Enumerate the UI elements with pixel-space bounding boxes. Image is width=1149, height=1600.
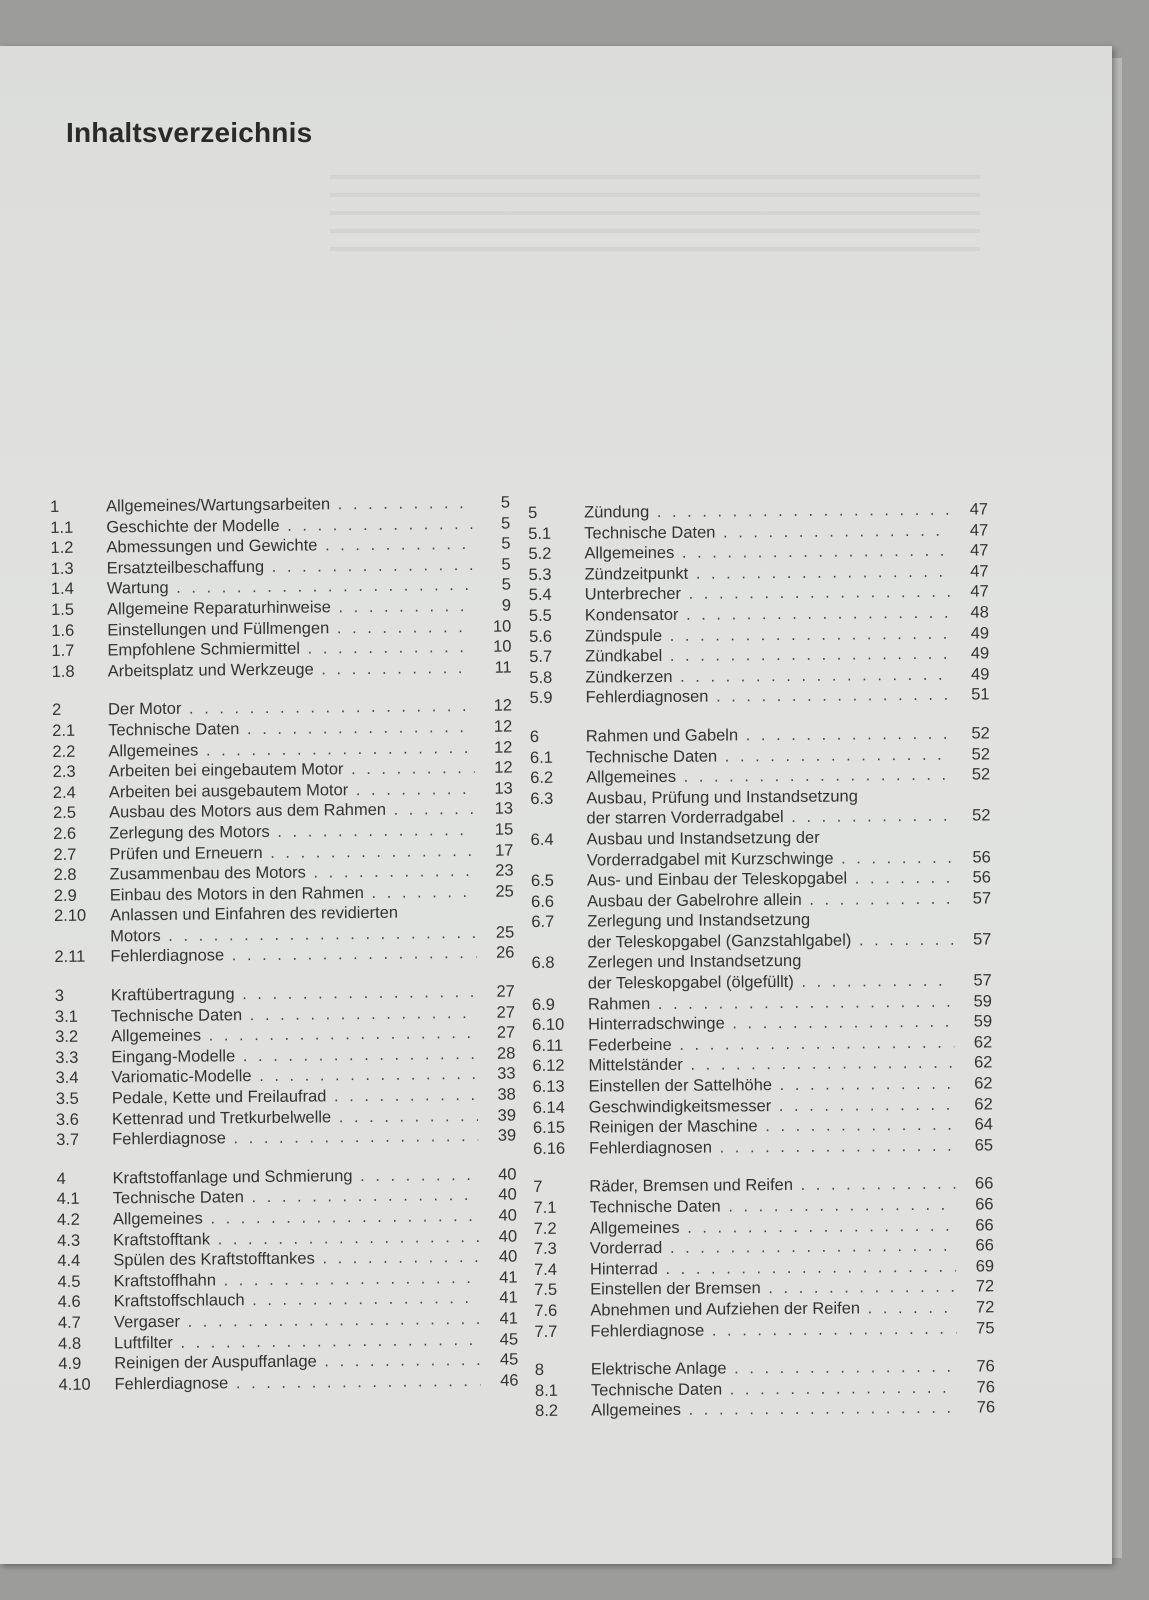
toc-column-left [50,493,519,1396]
toc-entry-title: Zündkabel . . . [585,644,951,667]
toc-entry-title: Fehlerdiagnosen . . . [589,1135,955,1158]
toc-entry-number: 7.3 [533,1239,557,1259]
toc-entry-number: 4.1 [56,1190,80,1209]
toc-entry-number: 6.16 [533,1139,566,1158]
toc-entry-number: 7.2 [533,1219,557,1238]
toc-entry-page: 48 [970,603,989,622]
toc-entry-page: 5 [500,514,511,533]
toc-entry-title: Motors . . . [110,923,476,947]
toc-entry-number: 5.3 [528,565,552,584]
toc-entry-page: 25 [495,882,514,901]
toc-entry-number: 7 [533,1178,543,1197]
toc-entry-page: 12 [493,738,513,757]
toc-entry-number: 8 [534,1361,545,1380]
toc-entry-number: 7.4 [533,1260,558,1279]
toc-entry [530,785,990,830]
toc-entry-title: Kraftstoffhahn . . . [113,1268,479,1292]
toc-entry-page: 10 [493,637,512,656]
toc-entry-page: 47 [969,500,989,519]
toc-entry-number: 2.2 [52,742,76,761]
toc-entry-number: 4.8 [58,1334,82,1353]
toc-entry-number: 4.10 [58,1375,91,1394]
toc-entry-number: 2.1 [52,721,76,740]
toc-entry-page: 40 [498,1247,518,1266]
toc-entry-number: 3.3 [55,1048,79,1067]
toc-entry-title: Zündspule . . . [585,623,951,646]
toc-entry-page: 45 [499,1350,519,1369]
toc-entry-page: 52 [971,724,990,743]
toc-entry-number: 5.5 [528,606,552,625]
toc-entry-page: 66 [975,1215,994,1235]
toc-entry-number: 6.15 [532,1118,566,1138]
toc-entry-title: Ersatzteilbeschaffung . . . [107,555,473,579]
toc-entry-page: 15 [494,820,514,839]
toc-entry-page: 27 [496,982,515,1001]
toc-entry-page: 12 [493,696,513,716]
toc-entry [54,943,514,968]
toc-entry-page: 52 [972,806,991,825]
toc-entry-page: 27 [496,1003,516,1022]
toc-entry-title: Fehlerdiagnosen . . . [585,685,951,708]
toc-entry-page: 69 [975,1257,995,1276]
toc-entry-title: Rahmen und Gabeln . . . [586,724,952,747]
toc-entry-number: 2.9 [53,886,77,905]
toc-entry-page: 25 [495,923,515,942]
toc-entry-number: 1.5 [50,600,75,619]
toc-entry-page: 17 [494,841,514,860]
toc-entry-page: 5 [501,575,511,595]
toc-entry-title: Unterbrecher . . . [585,582,951,605]
toc-entry-number: 3 [54,986,65,1006]
toc-entry-page: 76 [976,1378,996,1397]
toc-entry-title: Abmessungen und Gewichte . . . [106,534,472,558]
toc-entry-title: Zündung . . . [584,500,950,523]
toc-entry [52,657,512,682]
toc-entry-number: 1.7 [51,641,75,661]
toc-entry-number: 5.2 [528,545,552,564]
toc-entry-page: 40 [498,1185,517,1205]
toc-entry-page: 41 [499,1288,518,1308]
toc-entry-page: 23 [495,861,514,880]
toc-entry-page: 52 [971,744,991,764]
toc-entry-page: 41 [499,1268,518,1287]
toc-entry-page: 12 [494,758,513,777]
toc-entry-title: Zerlegung und Instandsetzung [587,911,811,931]
toc-entry-title: Geschichte der Modelle . . . [106,514,472,538]
toc-entry [529,685,989,709]
toc-entry-title: Vergaser . . . [114,1309,480,1333]
toc-entry-title: Räder, Bremsen und Reifen . . . [589,1174,955,1197]
toc-entry-page: 47 [969,520,989,540]
toc-entry-number: 2.4 [52,783,76,802]
toc-entry-title: Kondensator . . . [585,603,951,626]
toc-entry-title: Zündkerzen . . . [585,664,951,687]
toc-entry-title: Einstellen der Bremsen . . . [590,1277,956,1300]
toc-entry-title: Ausbau, Prüfung und Instandsetzung [586,787,858,808]
toc-entry-title: Elektrische Anlage . . . [591,1357,957,1380]
toc-entry-title: Zerlegen und Instandsetzung [587,952,802,973]
toc-entry [58,1370,518,1395]
toc-entry-page: 13 [494,779,513,798]
toc-entry-page: 72 [975,1298,995,1317]
toc-entry-number: 5.4 [528,586,552,605]
toc-entry-number: 1.1 [50,518,74,537]
toc-entry-page: 5 [501,534,511,553]
toc-entry-number: 5.1 [528,524,552,543]
toc-entry-number: 6.5 [530,871,554,891]
toc-entry-title: Ausbau und Instandsetzung der [586,828,820,849]
toc-entry-title: Zerlegung des Motors . . . [109,820,475,844]
toc-entry-page: 47 [970,582,989,601]
toc-entry-title: Prüfen und Erneuern . . . [109,840,475,864]
toc-entry-number: 2.8 [53,865,77,885]
toc-entry-page: 57 [973,930,992,949]
toc-entry-number: 6.11 [532,1036,564,1055]
toc-entry-page: 39 [497,1106,517,1125]
toc-entry-page: 66 [974,1174,994,1193]
toc-entry-number: 6.4 [530,830,554,849]
toc-entry-number: 4.4 [57,1251,81,1271]
toc-entry-title: Federbeine . . . [588,1033,954,1056]
toc-entry-title: Technische Daten . . . [113,1185,479,1209]
toc-entry-title: Arbeiten bei ausgebautem Motor . . . [109,779,475,803]
toc-entry-number: 2.3 [52,762,76,782]
toc-entry-number: 5.6 [528,627,553,646]
toc-entry-page: 10 [492,617,512,636]
toc-entry-number: 7.5 [534,1281,558,1300]
toc-entry-page: 75 [976,1318,995,1338]
toc-entry-title: Kraftübertragung . . . [111,982,477,1006]
toc-entry-title: Pedale, Kette und Freilaufrad . . . [112,1085,478,1109]
toc-entry-page: 62 [974,1074,993,1093]
toc-entry-page: 49 [970,644,990,663]
toc-entry-title: Zusammenbau des Motors . . . [110,861,476,885]
toc-entry-title: der Teleskopgabel (ölgefüllt) . . . [588,971,954,994]
toc-entry-title: Kraftstoffschlauch . . . [114,1288,480,1312]
toc-entry-page: 57 [973,971,992,990]
toc-entry-title: Technische Daten . . . [584,520,950,543]
toc-entry-page: 40 [498,1227,518,1246]
toc-entry-title: Eingang-Modelle . . . [111,1044,477,1068]
toc-entry-number: 1.2 [50,538,74,558]
toc-entry-number: 2.7 [53,845,77,864]
toc-entry-title: Allgemeines . . . [586,765,952,788]
toc-entry-page: 72 [975,1277,995,1296]
toc-entry-title: Fehlerdiagnose . . . [110,943,476,967]
toc-entry-page: 62 [974,1094,993,1114]
toc-entry-page: 57 [972,889,992,908]
toc-entry-page: 59 [973,1012,993,1031]
toc-entry-title: Einstellungen und Füllmengen . . . [107,617,473,641]
toc-entry-number: 4.7 [57,1313,81,1332]
toc-entry-title: Allgemeines . . . [590,1215,956,1238]
toc-entry-number: 6.8 [531,954,555,973]
toc-entry-title: Fehlerdiagnose . . . [590,1318,956,1341]
toc-entry [56,1126,516,1151]
toc-entry-number: 8.2 [535,1402,559,1421]
toc-entry-title: Anlassen und Einfahren des revidierten [109,903,399,925]
toc-entry-title: Arbeitsplatz und Werkzeuge . . . [108,658,474,682]
toc-entry-page: 56 [972,847,991,867]
toc-entry-page: 33 [497,1064,516,1084]
toc-entry-page: 64 [974,1115,993,1134]
toc-entry-title: Wartung . . . [107,575,473,599]
toc-entry-title: Hinterrad . . . [590,1256,956,1279]
toc-entry-title: Allgemeines . . . [111,1023,477,1047]
toc-entry-number: 7.1 [533,1198,557,1217]
toc-entry-page: 66 [975,1195,994,1214]
toc-entry-number: 1.4 [50,580,74,599]
toc-entry-number: 6.2 [530,768,554,788]
toc-entry-title: der Teleskopgabel (Ganzstahlgabel) . . . [587,930,953,953]
toc-entry-page: 41 [499,1309,518,1328]
toc-entry-number: 3.2 [55,1028,79,1047]
toc-entry-number: 1.3 [50,559,74,578]
toc-entry-title: Mittelständer . . . [588,1053,954,1076]
toc-entry-number: 6.7 [531,913,555,932]
toc-entry-number: 7.7 [534,1322,558,1341]
toc-entry-number: 6.12 [532,1057,565,1076]
toc-entry-number: 3.1 [54,1007,79,1026]
toc-entry-number: 6.6 [531,892,555,911]
toc-entry-title: Abnehmen und Aufziehen der Reifen . . . [590,1298,956,1321]
toc-entry-number: 1.8 [51,662,75,681]
toc-entry-page: 49 [970,665,990,684]
toc-entry-number: 6.14 [532,1098,565,1117]
toc-entry-title: Arbeiten bei eingebautem Motor . . . [109,758,475,782]
toc-entry-number: 7.6 [534,1301,558,1320]
toc-entry-number: 6.9 [531,995,555,1014]
show-through-text [330,161,980,251]
toc-entry-number: 4 [56,1169,66,1188]
toc-entry-page: 65 [974,1136,994,1155]
toc-entry-title: Technische Daten . . . [589,1195,955,1218]
toc-entry-page: 40 [498,1165,517,1184]
toc-entry-number: 2 [51,701,62,720]
toc-entry-title: Hinterradschwinge . . . [588,1012,954,1035]
toc-entry-page: 27 [496,1023,516,1042]
toc-entry [531,826,991,871]
toc-entry-number: 4.5 [57,1272,81,1291]
toc-entry-title: Variomatic-Modelle . . . [111,1064,477,1088]
toc-entry-page: 5 [501,555,511,574]
toc-entry-number: 4.3 [57,1231,81,1250]
toc-entry-title: Allgemeines . . . [591,1398,957,1421]
toc-entry-page: 40 [498,1206,518,1225]
toc-entry-page: 62 [973,1033,993,1052]
toc-entry-title: Rahmen . . . [588,991,954,1014]
toc-entry-page: 52 [971,765,991,784]
toc-entry [533,1135,993,1159]
toc-entry [535,1398,995,1422]
toc-entry-title: Allgemeines/Wartungsarbeiten . . . [106,493,472,517]
toc-entry-page: 39 [497,1126,517,1145]
toc-entry-title: Vorderrad . . . [590,1236,956,1259]
toc-entry-number: 3.6 [55,1110,79,1129]
toc-entry-number: 5 [528,503,538,522]
toc-entry-title: Empfohlene Schmiermittel . . . [107,637,473,661]
toc-entry-page: 26 [495,944,515,963]
toc-entry-number: 4.6 [57,1293,81,1312]
toc-entry-number: 8.1 [534,1381,558,1400]
toc-entry-page: 28 [496,1044,516,1063]
toc-entry-number: 3.5 [55,1089,79,1109]
toc-entry-page: 62 [973,1053,993,1072]
toc-entry-title: Fehlerdiagnose . . . [114,1371,480,1395]
toc-entry-page: 51 [971,685,990,704]
toc-entry-title: Geschwindigkeitsmesser . . . [589,1094,955,1117]
toc-entry-page: 38 [497,1085,516,1104]
toc-entry-number: 2.6 [53,824,77,843]
toc-entry-number: 3.7 [56,1130,80,1150]
toc-entry-number: 5.9 [529,689,553,708]
toc-entry-page: 11 [494,658,512,677]
toc-entry [54,902,514,948]
toc-entry-number: 2.5 [52,804,77,823]
toc-entry-number: 6.13 [532,1077,565,1097]
toc-entry [532,950,992,995]
page-edge [1112,58,1122,1558]
toc-entry-number: 1.6 [51,621,75,640]
toc-entry-title: Aus- und Einbau der Teleskopgabel . . . [587,868,953,891]
toc-entry-number: 5.7 [529,647,553,667]
toc-entry-page: 5 [500,493,511,512]
toc-entry-title: Fehlerdiagnose . . . [112,1126,478,1150]
toc-entry-number: 6.1 [529,748,554,767]
toc-entry-title: Technische Daten . . . [108,717,474,741]
toc-entry-title: Einbau des Motors in den Rahmen . . . [110,882,476,906]
toc-entry-page: 76 [976,1357,995,1376]
toc-entry-title: Spülen des Kraftstofftankes . . . [113,1247,479,1271]
toc-entry-title: Luftfilter . . . [114,1329,480,1353]
toc-entry-number: 6.3 [530,789,554,808]
toc-entry-number: 6.10 [532,1015,565,1035]
toc-entry-page: 76 [976,1398,996,1417]
toc-entry-page: 13 [494,799,514,819]
toc-entry-title: Reinigen der Auspuffanlage . . . [114,1350,480,1374]
toc-entry-title: Allgemeine Reparaturhinweise . . . [107,596,473,620]
toc-entry-page: 12 [493,717,513,736]
toc-entry-title: Ausbau der Gabelrohre allein . . . [587,888,953,911]
toc-entry-number: 1 [50,497,60,516]
toc-entry-page: 59 [973,992,992,1011]
toc-entry-page: 46 [500,1371,519,1390]
toc-entry-page: 56 [972,868,992,887]
toc-entry-title: Technische Daten . . . [586,744,952,767]
toc-entry-title: Kettenrad und Tretkurbelwelle . . . [112,1106,478,1130]
toc-entry-page: 47 [969,541,989,560]
toc-entry-title: Kraftstofftank . . . [113,1227,479,1251]
toc-entry [534,1318,994,1342]
toc-entry-number: 6 [529,727,540,746]
toc-entry-page: 45 [499,1330,519,1349]
toc-entry-title: Ausbau des Motors aus dem Rahmen . . . [109,799,475,823]
toc-entry-number: 5.8 [529,668,553,687]
toc-entry-title: Der Motor . . . [108,696,474,720]
toc-entry-number: 2.10 [53,906,87,926]
toc-entry-title: Allgemeines . . . [113,1206,479,1230]
toc-column-right [528,499,995,1422]
toc-entry-number: 2.11 [54,948,86,967]
toc-entry-title: Allgemeines . . . [584,541,950,564]
toc-entry-title: der starren Vorderradgabel . . . [586,806,952,829]
toc-entry [531,909,991,954]
toc-entry-title: Allgemeines . . . [108,737,474,761]
toc-entry-title: Vorderradgabel mit Kurzschwinge . . . [587,847,953,870]
toc-entry-number: 4.2 [56,1210,80,1229]
toc-entry-title: Technische Daten . . . [111,1003,477,1027]
toc-entry-title: Zündzeitpunkt . . . [584,561,950,584]
toc-entry-number: 4.9 [58,1354,82,1374]
toc-entry-page: 66 [975,1236,994,1255]
toc-entry-title: Einstellen der Sattelhöhe . . . [589,1074,955,1097]
toc-entry-title: Technische Daten . . . [591,1377,957,1400]
page-title: Inhaltsverzeichnis [66,117,313,148]
toc-entry-title: Kraftstoffanlage und Schmierung . . . [112,1165,478,1189]
toc-entry-number: 3.4 [55,1069,79,1088]
toc-entry-page: 9 [501,596,512,615]
toc-entry-title: Reinigen der Maschine . . . [589,1115,955,1138]
toc-entry-page: 47 [970,562,989,581]
toc-entry-page: 49 [970,623,990,643]
